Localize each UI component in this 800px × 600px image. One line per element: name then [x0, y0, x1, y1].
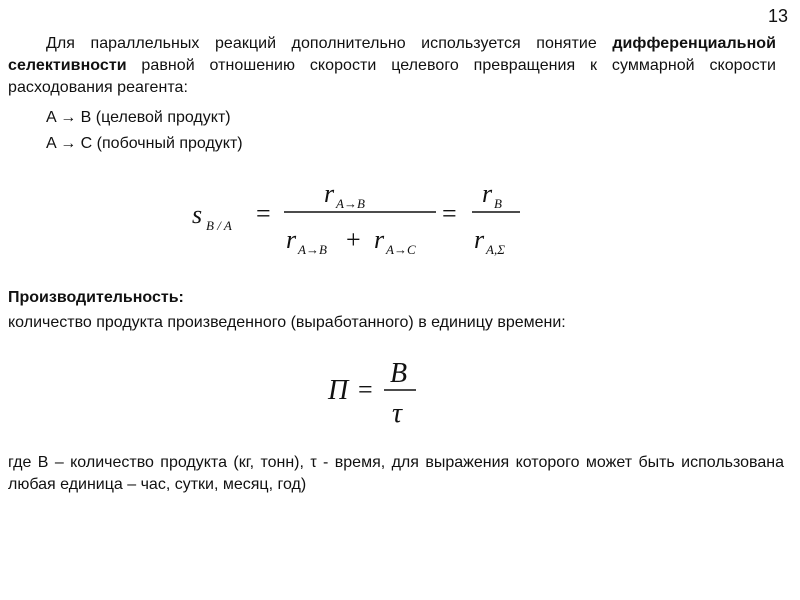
numerator2-symbol: r — [482, 179, 493, 208]
numerator-subscript: A→B — [336, 196, 365, 211]
selectivity-formula — [180, 168, 540, 268]
productivity-numerator: B — [390, 358, 408, 389]
intro-text-start: Для параллельных реакций дополнительно используется понятие — [46, 35, 613, 52]
denominator2-symbol: r — [474, 225, 485, 254]
numerator2-subscript: B — [494, 196, 502, 211]
denominator2-subscript: A,Σ — [486, 242, 505, 257]
reaction-side: A → C (побочный продукт) — [46, 135, 243, 152]
equals-sign-1: = — [256, 199, 271, 228]
numerator-symbol: r — [324, 179, 335, 208]
intro-bold-term: дифференциальной селективности — [8, 35, 776, 74]
reaction-target: A → B (целевой продукт) — [46, 109, 231, 126]
denominator-term2-subscript: A→C — [386, 242, 416, 257]
productivity-definition: количество продукта произведенного (выработанного) в единицу времени: — [8, 314, 566, 331]
lhs-subscript: B / A — [206, 218, 232, 233]
intro-paragraph — [8, 33, 776, 99]
equals-sign-2: = — [442, 199, 457, 228]
productivity-equals: = — [358, 375, 373, 404]
productivity-title: Производительность: — [8, 289, 184, 306]
denominator-term1-subscript: A→B — [298, 242, 327, 257]
plus-sign: + — [346, 225, 361, 254]
productivity-symbol: П — [328, 375, 349, 406]
explanation-text: где В – количество продукта (кг, тонн), τ - время, для выражения которого может быть использована любая единица – час, сутки, месяц, год) — [8, 454, 784, 493]
lhs-symbol: s — [192, 200, 203, 229]
denominator-term1-symbol: r — [286, 225, 297, 254]
intro-text-end: равной отношению скорости целевого превращения к суммарной скорости расходования реагента: — [8, 57, 776, 96]
page-number: 13 — [767, 6, 788, 26]
productivity-denominator: τ — [392, 398, 403, 429]
productivity-formula — [320, 350, 430, 440]
denominator-term2-symbol: r — [374, 225, 385, 254]
